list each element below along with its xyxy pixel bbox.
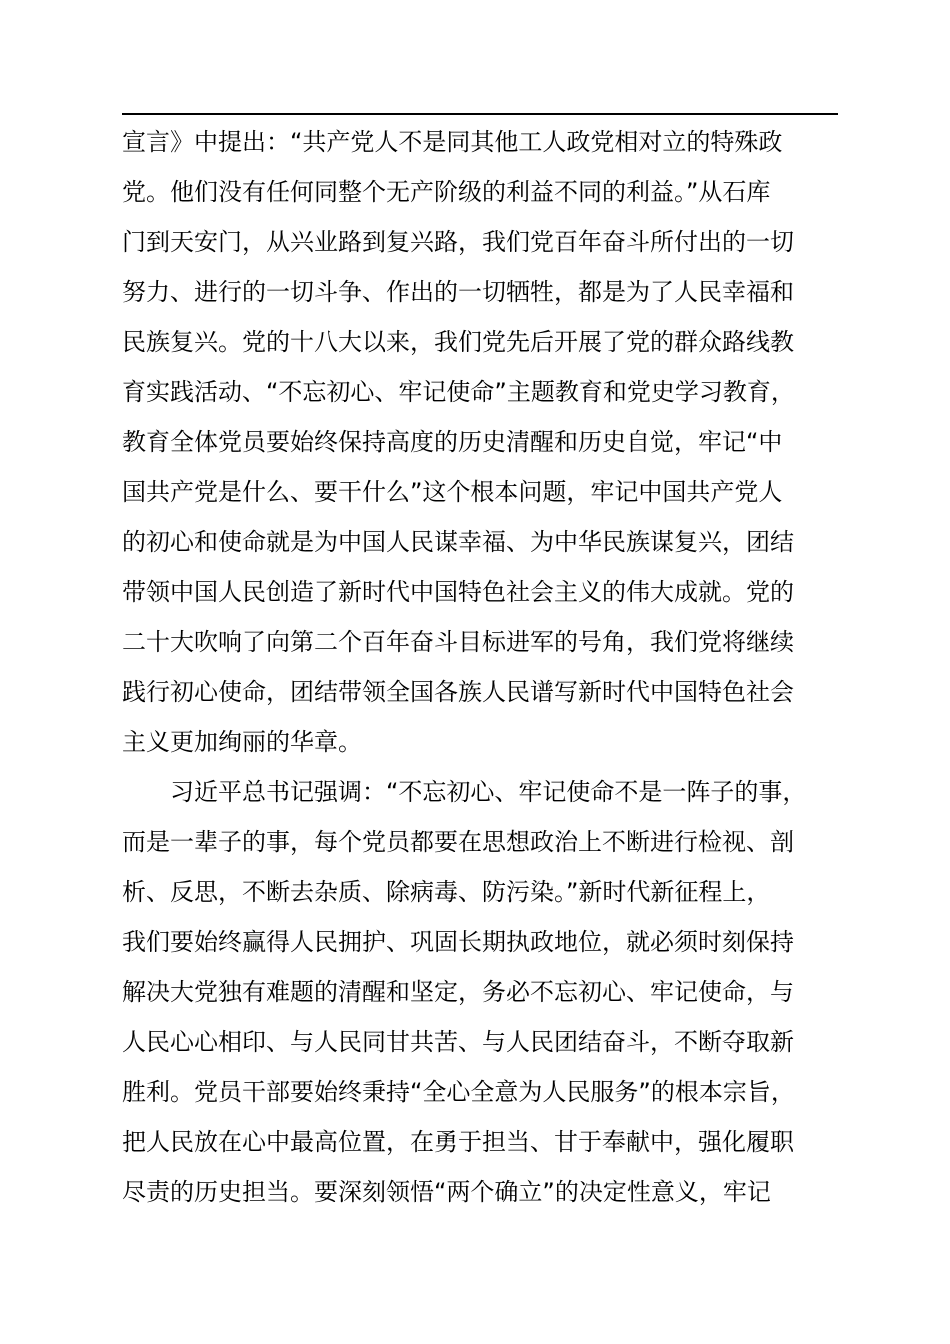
paragraph-first-line: 习近平总书记强调：“不忘初心、牢记使命不是一阵子的事， — [170, 778, 807, 806]
text-line: 育实践活动、“不忘初心、牢记使命”主题教育和党史学习教育， — [122, 378, 795, 406]
text-line: 教育全体党员要始终保持高度的历史清醒和历史自觉，牢记“中 — [122, 428, 783, 456]
text-line: 的初心和使命就是为中国人民谋幸福、为中华民族谋复兴，团结 — [122, 528, 794, 556]
text-line: 解决大党独有难题的清醒和坚定，务必不忘初心、牢记使命，与 — [122, 978, 794, 1006]
text-line: 而是一辈子的事，每个党员都要在思想政治上不断进行检视、剖 — [122, 828, 794, 856]
text-line: 践行初心使命，团结带领全国各族人民谱写新时代中国特色社会 — [122, 678, 794, 706]
header-rule — [122, 113, 838, 115]
text-line: 带领中国人民创造了新时代中国特色社会主义的伟大成就。党的 — [122, 578, 794, 606]
text-line: 我们要始终赢得人民拥护、巩固长期执政地位，就必须时刻保持 — [122, 928, 794, 956]
text-line: 二十大吹响了向第二个百年奋斗目标进军的号角，我们党将继续 — [122, 628, 794, 656]
text-line: 析、反思，不断去杂质、除病毒、防污染。”新时代新征程上， — [122, 878, 771, 906]
text-line: 尽责的历史担当。要深刻领悟“两个确立”的决定性意义，牢记 — [122, 1178, 771, 1206]
text-line: 门到天安门，从兴业路到复兴路，我们党百年奋斗所付出的一切 — [122, 228, 794, 256]
text-line: 努力、进行的一切斗争、作出的一切牺牲，都是为了人民幸福和 — [122, 278, 794, 306]
text-line: 党。他们没有任何同整个无产阶级的利益不同的利益。”从石库 — [122, 178, 771, 206]
text-line: 胜利。党员干部要始终秉持“全心全意为人民服务”的根本宗旨， — [122, 1078, 795, 1106]
text-line: 民族复兴。党的十八大以来，我们党先后开展了党的群众路线教 — [122, 328, 794, 356]
text-line: 宣言》中提出：“共产党人不是同其他工人政党相对立的特殊政 — [122, 128, 783, 156]
text-line: 人民心心相印、与人民同甘共苦、与人民团结奋斗，不断夺取新 — [122, 1028, 794, 1056]
text-line: 把人民放在心中最高位置，在勇于担当、甘于奉献中，强化履职 — [122, 1128, 794, 1156]
text-line: 主义更加绚丽的华章。 — [122, 728, 362, 756]
text-line: 国共产党是什么、要干什么”这个根本问题，牢记中国共产党人 — [122, 478, 783, 506]
